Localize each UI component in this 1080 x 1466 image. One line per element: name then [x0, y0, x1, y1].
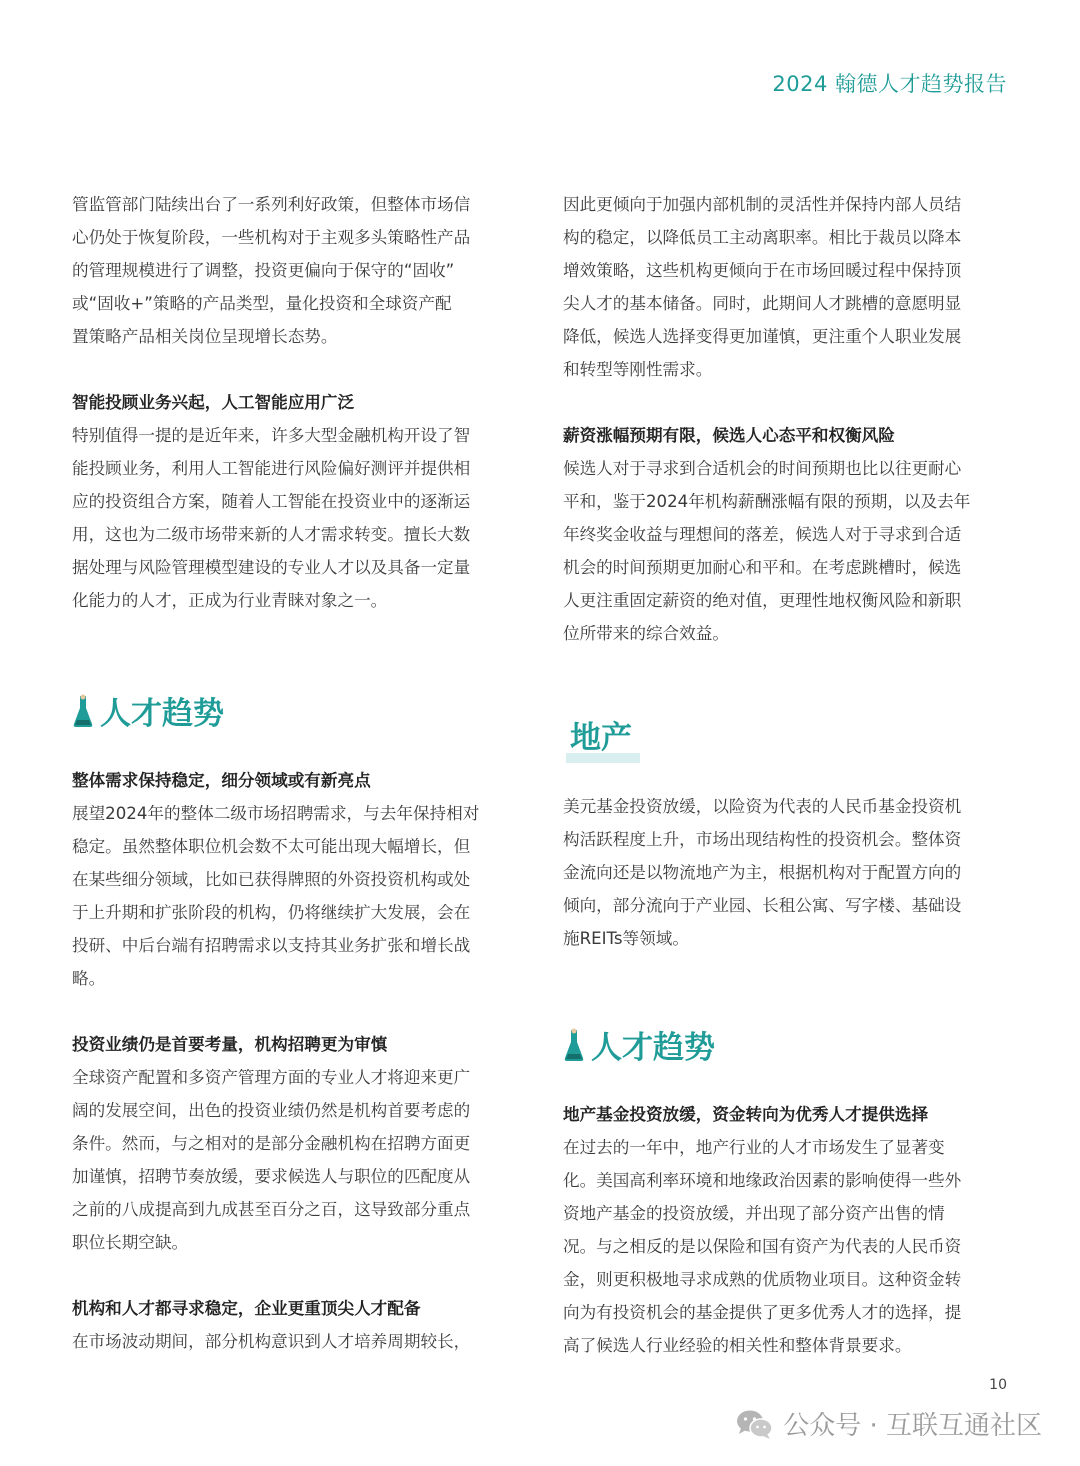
text-line: 略。 [72, 969, 106, 988]
section-heading-text: 人才趋势 [100, 696, 224, 732]
left-column-lower [72, 764, 517, 1358]
text-line: 投研、中后台端有招聘需求以支持其业务扩张和增长战 [72, 936, 471, 955]
text-line: 全球资产配置和多资产管理方面的专业人才将迎来更广 [72, 1068, 471, 1087]
text-line: 位所带来的综合效益。 [563, 624, 729, 643]
text-line: 金，则更积极地寻求成熟的优质物业项目。这种资金转 [563, 1270, 962, 1289]
performance-paragraph [72, 1061, 517, 1259]
stability-subtitle: 机构和人才都寻求稳定，企业更重顶尖人才配备 [72, 1299, 421, 1318]
real-estate-heading [566, 712, 636, 757]
fund-subtitle: 地产基金投资放缓，资金转向为优秀人才提供选择 [563, 1105, 929, 1124]
text-line: 条件。然而，与之相对的是部分金融机构在招聘方面更 [72, 1134, 471, 1153]
text-line: 资地产基金的投资放缓，并出现了部分资产出售的情 [563, 1204, 945, 1223]
left-column [72, 188, 517, 617]
text-line: 高了候选人行业经验的相关性和整体背景要求。 [563, 1336, 912, 1355]
text-line: 增效策略，这些机构更倾向于在市场回暖过程中保持顶 [563, 261, 962, 280]
demand-paragraph [72, 797, 517, 995]
text-line: 年终奖金收益与理想间的落差，候选人对于寻求到合适 [563, 525, 962, 544]
text-line: 在过去的一年中，地产行业的人才市场发生了显著变 [563, 1138, 945, 1157]
text-line: 加谨慎，招聘节奏放缓，要求候选人与职位的匹配度从 [72, 1167, 471, 1186]
real-estate-section [563, 790, 1008, 955]
right-column [563, 188, 1008, 650]
wechat-icon [735, 1408, 773, 1440]
text-line: 构活跃程度上升，市场出现结构性的投资机会。整体资 [563, 830, 962, 849]
text-line: 人更注重固定薪资的绝对值，更理性地权衡风险和新职 [563, 591, 962, 610]
flask-icon [563, 1028, 585, 1062]
text-line: 之前的八成提高到九成甚至百分之百，这导致部分重点 [72, 1200, 471, 1219]
salary-subtitle: 薪资涨幅预期有限，候选人心态平和权衡风险 [563, 426, 895, 445]
talent-trend-heading-left [72, 688, 224, 733]
text-line: 和转型等刚性需求。 [563, 360, 713, 379]
text-line: 机会的时间预期更加耐心和平和。在考虑跳槽时，候选 [563, 558, 962, 577]
real-estate-heading-text: 地产 [570, 720, 632, 756]
text-line: 据处理与风险管理模型建设的专业人才以及具备一定量 [72, 558, 471, 577]
page-number: 10 [989, 1377, 1007, 1393]
ai-subtitle: 智能投顾业务兴起，人工智能应用广泛 [72, 393, 355, 412]
talent-trend-heading-right [563, 1022, 715, 1067]
report-title: 2024 翰德人才趋势报告 [772, 72, 1007, 96]
text-line: 在市场波动期间，部分机构意识到人才培养周期较长， [72, 1332, 471, 1351]
text-line: 阔的发展空间，出色的投资业绩仍然是机构首要考虑的 [72, 1101, 471, 1120]
text-line: 化能力的人才，正成为行业青睐对象之一。 [72, 591, 388, 610]
text-line: 因此更倾向于加强内部机制的灵活性并保持内部人员结 [563, 195, 962, 214]
salary-paragraph [563, 452, 1008, 650]
text-line: 降低，候选人选择变得更加谨慎，更注重个人职业发展 [563, 327, 962, 346]
text-line: 管监管部门陆续出台了一系列利好政策，但整体市场信 [72, 195, 471, 214]
text-line: 金流向还是以物流地产为主，根据机构对于配置方向的 [563, 863, 962, 882]
text-line: 构的稳定，以降低员工主动离职率。相比于裁员以降本 [563, 228, 962, 247]
text-line: 尖人才的基本储备。同时，此期间人才跳槽的意愿明显 [563, 294, 962, 313]
real-estate-paragraph [563, 790, 1008, 955]
text-line: 特别值得一提的是近年来，许多大型金融机构开设了智 [72, 426, 471, 445]
watermark [735, 1405, 1042, 1442]
text-line: 心仍处于恢复阶段，一些机构对于主观多头策略性产品 [72, 228, 471, 247]
intro-paragraph [72, 188, 517, 353]
flask-icon [72, 694, 94, 728]
stability-paragraph [72, 1325, 517, 1358]
watermark-text: 公众号 · 互联互通社区 [783, 1411, 1042, 1441]
text-line: 倾向，部分流向于产业园、长租公寓、写字楼、基础设 [563, 896, 962, 915]
demand-subtitle: 整体需求保持稳定，细分领域或有新亮点 [72, 771, 371, 790]
text-line: 候选人对于寻求到合适机会的时间预期也比以往更耐心 [563, 459, 962, 478]
text-line: 的管理规模进行了调整，投资更偏向于保守的“固收” [72, 261, 455, 280]
text-line: 况。与之相反的是以保险和国有资产为代表的人民币资 [563, 1237, 962, 1256]
performance-subtitle: 投资业绩仍是首要考量，机构招聘更为审慎 [72, 1035, 388, 1054]
fund-paragraph [563, 1131, 1008, 1362]
text-line: 展望2024年的整体二级市场招聘需求，与去年保持相对 [72, 804, 480, 823]
continued-paragraph [563, 188, 1008, 386]
text-line: 向为有投资机会的基金提供了更多优秀人才的选择，提 [563, 1303, 962, 1322]
text-line: 化。美国高利率环境和地缘政治因素的影响使得一些外 [563, 1171, 962, 1190]
text-line: 平和，鉴于2024年机构薪酬涨幅有限的预期，以及去年 [563, 492, 971, 511]
text-line: 于上升期和扩张阶段的机构，仍将继续扩大发展，会在 [72, 903, 471, 922]
text-line: 或“固收+”策略的产品类型，量化投资和全球资产配 [72, 294, 452, 313]
text-line: 在某些细分领域，比如已获得牌照的外资投资机构或处 [72, 870, 471, 889]
text-line: 应的投资组合方案，随着人工智能在投资业中的逐渐运 [72, 492, 471, 511]
text-line: 职位长期空缺。 [72, 1233, 189, 1252]
text-line: 能投顾业务，利用人工智能进行风险偏好测评并提供相 [72, 459, 471, 478]
text-line: 美元基金投资放缓，以险资为代表的人民币基金投资机 [563, 797, 962, 816]
text-line: 施REITs等领域。 [563, 929, 689, 948]
fund-section [563, 1098, 1008, 1362]
text-line: 用，这也为二级市场带来新的人才需求转变。擅长大数 [72, 525, 471, 544]
ai-paragraph [72, 419, 517, 617]
section-heading-text: 人才趋势 [591, 1030, 715, 1066]
text-line: 置策略产品相关岗位呈现增长态势。 [72, 327, 338, 346]
text-line: 稳定。虽然整体职位机会数不太可能出现大幅增长，但 [72, 837, 471, 856]
